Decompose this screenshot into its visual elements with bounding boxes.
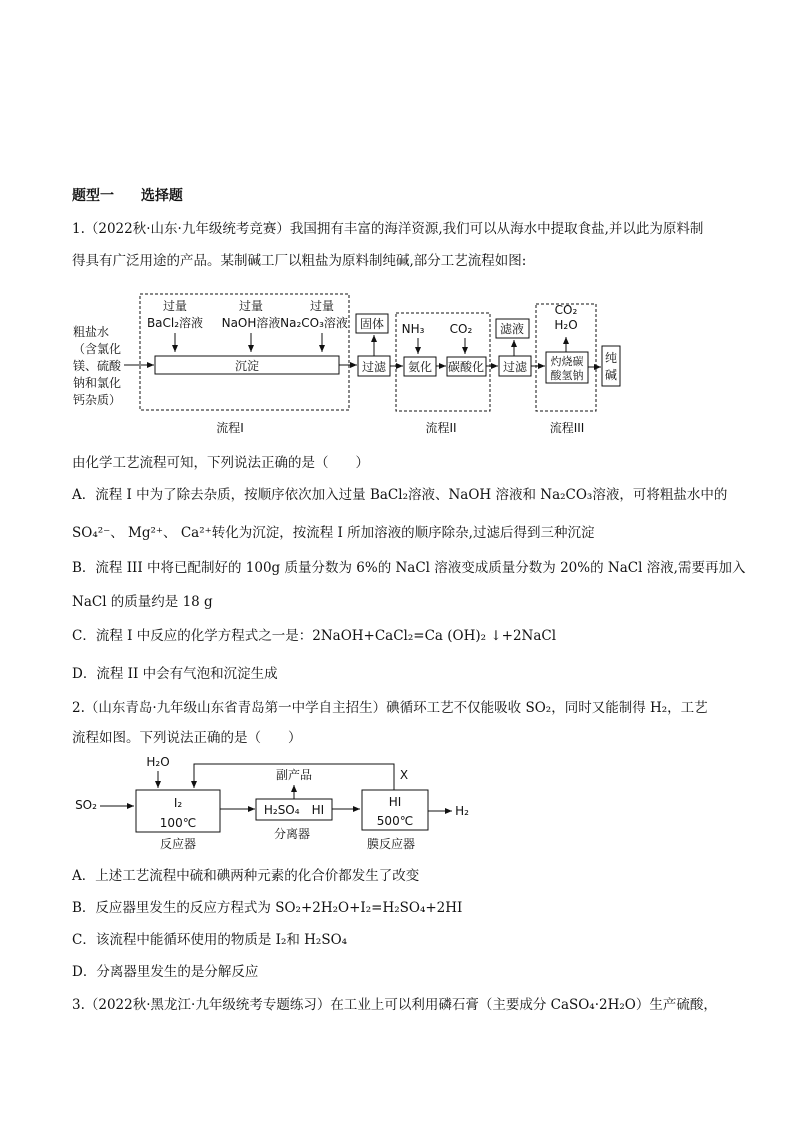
- q3-stem-line1: 3.（2022秋·黑龙江·九年级统考专题练习）在工业上可以利用磷石膏（主要成分 CaSO₄·2H₂O）生产硫酸，: [72, 997, 717, 1013]
- reactor-label-1: I₂: [173, 796, 183, 810]
- co2-label: CO₂: [449, 322, 473, 336]
- reactor-label-2: 100℃: [159, 816, 197, 830]
- section-title: 选择题: [140, 188, 183, 204]
- membrane-label-2: 500℃: [376, 814, 414, 828]
- q1-stem-line1: 1.（2022秋·山东·九年级统考竞赛）我国拥有丰富的海洋资源,我们可以从海水中提取食盐,并以此为原料制: [72, 221, 704, 237]
- reagent2-bottom: NaOH溶液: [221, 316, 281, 330]
- membrane-caption: 膜反应器: [366, 837, 416, 851]
- q1-question: 由化学工艺流程可知，下列说法正确的是（ ）: [72, 455, 369, 471]
- solid-label: 固体: [359, 317, 385, 331]
- byproduct-label: 副产品: [275, 768, 313, 782]
- process1-label: 流程I: [216, 421, 244, 435]
- q1-stem-line2: 得具有广泛用途的产品。某制碱工厂以粗盐为原料制纯碱,部分工艺流程如图:: [72, 253, 527, 269]
- carbonate-label: 碳酸化: [447, 360, 485, 374]
- q1-option-b-line2: NaCl 的质量约是 18 g: [72, 594, 213, 610]
- q1-option-d: D．流程 II 中会有气泡和沉淀生成: [72, 666, 278, 682]
- reagent3-bottom: Na₂CO₃溶液: [280, 316, 348, 330]
- q2-option-a: A．上述工艺流程中硫和碘两种元素的化合价都发生了改变: [72, 868, 420, 884]
- feed-label-5: 钙杂质）: [73, 393, 122, 407]
- reagent1-top: 过量: [162, 299, 188, 313]
- reactor-caption: 反应器: [159, 837, 197, 851]
- q1-option-a-line1: A．流程 I 中为了除去杂质，按顺序依次加入过量 BaCl₂溶液、NaOH 溶液和 Na₂CO₃溶液，可将粗盐水中的: [72, 487, 728, 503]
- q2-stem-line1: 2.（山东青岛·九年级山东省青岛第一中学自主招生）碘循环工艺不仅能吸收 SO₂，同时又能制得 H₂，工艺: [72, 700, 708, 716]
- membrane-label-1: HI: [388, 795, 402, 809]
- q2-option-d: D．分离器里发生的是分解反应: [72, 964, 259, 980]
- q2-option-c: C．该流程中能循环使用的物质是 I₂和 H₂SO₄: [72, 932, 348, 948]
- reagent3-top: 过量: [309, 299, 335, 313]
- q2-option-b: B．反应器里发生的反应方程式为 SO₂+2H₂O+I₂=H₂SO₄+2HI: [72, 900, 463, 916]
- separator-caption: 分离器: [273, 827, 311, 841]
- feed-label-1: 粗盐水: [73, 325, 110, 339]
- reagent2-top: 过量: [238, 299, 264, 313]
- separator-label: H₂SO₄ HI: [263, 803, 325, 817]
- process2-label: 流程II: [425, 421, 457, 435]
- q1-option-b-line1: B．流程 III 中将已配制好的 100g 质量分数为 6%的 NaCl 溶液变成质量分数为 20%的 NaCl 溶液,需要再加入: [72, 560, 746, 576]
- ammoniate-label: 氨化: [407, 360, 433, 374]
- process3-label: 流程III: [549, 421, 585, 435]
- out-h2o-label: H₂O: [554, 318, 578, 332]
- so2-label: SO₂: [75, 798, 97, 812]
- product-label-1: 纯: [604, 351, 618, 365]
- filter2-label: 过滤: [502, 360, 528, 374]
- calcine-label-1: 灼烧碳: [550, 355, 584, 368]
- nh3-label: NH₃: [401, 322, 425, 336]
- feed-label-2: （含氯化: [73, 342, 122, 356]
- q1-option-a-line2: SO₄²⁻、 Mg²⁺、 Ca²⁺转化为沉淀，按流程 I 所加溶液的顺序除杂,过滤后得到三种沉淀: [72, 525, 595, 541]
- q2-stem-line2: 流程如图。下列说法正确的是（ ）: [72, 730, 302, 746]
- filtrate-label: 滤液: [499, 322, 525, 336]
- calcine-label-2: 酸氢钠: [550, 369, 584, 382]
- precipitate-label: 沉淀: [234, 359, 260, 373]
- recycle-x-label: X: [399, 768, 409, 782]
- h2o-label: H₂O: [146, 755, 170, 769]
- q1-option-c: C．流程 I 中反应的化学方程式之一是：2NaOH+CaCl₂=Ca (OH)₂ ↓+2NaCl: [72, 628, 557, 644]
- h2-label: H₂: [455, 804, 469, 818]
- feed-label-4: 钠和氯化: [73, 376, 122, 390]
- product-label-2: 碱: [604, 368, 618, 382]
- filter1-label: 过滤: [361, 360, 387, 374]
- reagent1-bottom: BaCl₂溶液: [146, 316, 204, 330]
- section-label: 题型一: [72, 188, 114, 204]
- feed-label-3: 镁、硫酸: [73, 359, 122, 373]
- out-co2-label: CO₂: [554, 303, 578, 317]
